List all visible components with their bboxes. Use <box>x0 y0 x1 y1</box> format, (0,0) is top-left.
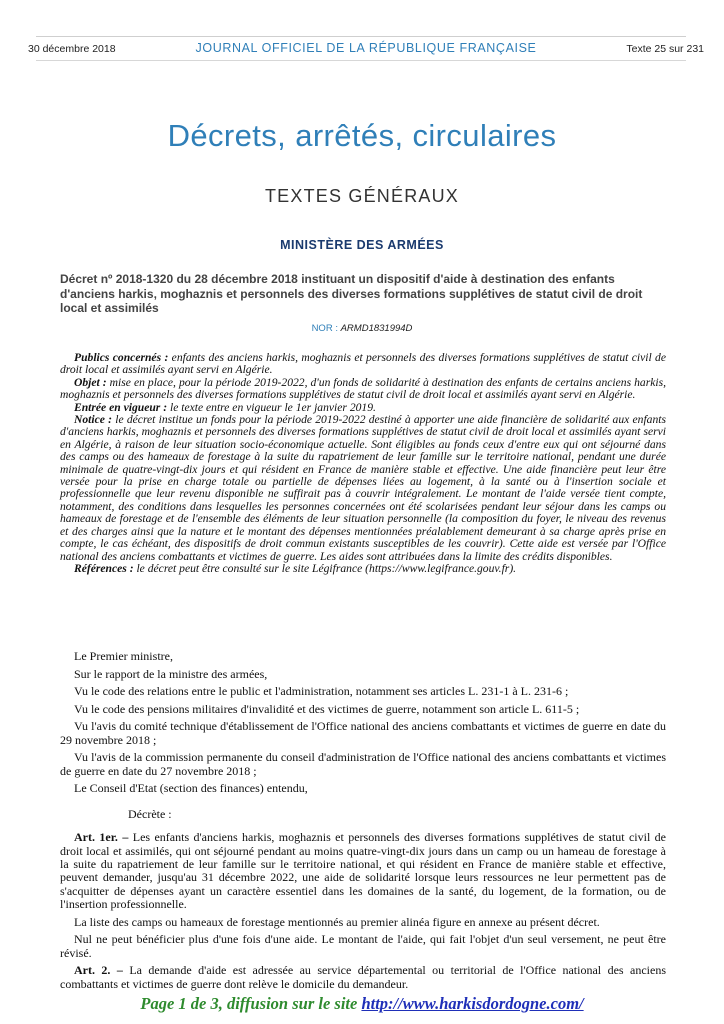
article-label: Art. 1er. – <box>74 830 129 845</box>
article-2 <box>60 964 666 991</box>
nor-value: ARMD1831994D <box>340 323 413 334</box>
article-1 <box>60 831 666 911</box>
article-label: Art. 2. – <box>74 963 123 978</box>
summary-references <box>60 563 666 575</box>
journal-name: JOURNAL OFFICIEL DE LA RÉPUBLIQUE FRANÇAISE <box>195 41 537 55</box>
subsection-title: TEXTES GÉNÉRAUX <box>264 186 460 206</box>
decrete-formula: Décrète : <box>128 806 172 821</box>
article-text: La demande d'aide est adressée au service départemental ou territorial de l'Office national des anciens combattants et victimes de guerre dont relève le domicile du demandeur. <box>60 963 666 991</box>
footer-link[interactable]: http://www.harkisdordogne.com/ <box>361 994 584 1013</box>
summary-text: le décret peut être consulté sur le site Légifrance (https://www.legifrance.gouv.fr). <box>133 561 517 575</box>
footer-notice <box>0 994 724 1014</box>
text-number: Texte 25 sur 231 <box>626 43 704 55</box>
summary-notice <box>60 414 666 563</box>
ministry-name: MINISTÈRE DES ARMÉES <box>280 238 444 252</box>
summary-text: mise en place, pour la période 2019-2022, d'un fonds de solidarité à destination des enfants de certains anciens harkis, moghaznis et personnels des diverses formations supplétives de statut civil de droit local et assimilés ayant servi en Algérie. <box>60 375 666 402</box>
body-paragraph: Le Premier ministre, <box>74 649 173 663</box>
summary-label: Notice : <box>74 413 113 427</box>
publication-date: 30 décembre 2018 <box>28 43 116 55</box>
body-paragraph: Vu le code des pensions militaires d'invalidité et des victimes de guerre, notamment son article L. 611-5 ; <box>74 701 580 716</box>
section-title: Décrets, arrêtés, circulaires <box>167 118 557 153</box>
journal-header <box>28 40 704 60</box>
summary-label: Objet : <box>74 375 107 389</box>
summary-publics <box>60 352 666 377</box>
body-paragraph: Le Conseil d'Etat (section des finances) entendu, <box>74 781 308 796</box>
body-paragraph: Vu l'avis de la commission permanente du conseil d'administration de l'Office national des anciens combattants et victimes de guerre en date du 27 novembre 2018 ; <box>60 750 666 778</box>
decree-summary <box>60 352 666 575</box>
footer-text: Page 1 de 3, diffusion sur le site <box>140 994 362 1013</box>
nor-label: NOR : <box>311 323 338 334</box>
article-1-paragraph: Nul ne peut bénéficier plus d'une fois d'une aide. Le montant de l'aide, qui fait l'objet d'un seul versement, ne peut être révisé. <box>60 932 666 960</box>
summary-label: Publics concernés : <box>74 351 169 364</box>
summary-label: Entrée en vigueur : <box>74 400 168 414</box>
summary-text: enfants des anciens harkis, moghaznis et personnels des diverses formations supplétives de statut civil de droit local et assimilés ayant servi en Algérie. <box>60 351 666 377</box>
body-paragraph: Vu l'avis du comité technique d'établissement de l'Office national des anciens combattants et victimes de guerre en date du 29 novembre 2018 ; <box>60 719 666 747</box>
summary-text: le décret institue un fonds pour la période 2019-2022 destiné à apporter une aide financière de solidarité aux enfants d'anciens harkis, moghaznis et personnels des diverses formations supplétives de statut civil de droit local et assimilés ayant servi en Algérie, à raison de leur situation socio-économique actuelle. Sont éligibles au fonds ceux d'entre eux qui ont séjourné dans des camps ou des hameaux de forestage à la suite du rapatriement de leur famille sur le territoire national, pendant une durée minimale de quatre-vingt-dix jours et qui résident en France de manière stable et effective. Une aide financière peut leur être versée pour la prise en charge totale ou partielle de dépenses liées au logement, à la santé ou à l'insertion sociale et professionnelle que leur revenu disponible ne suffirait pas à couvrir intégralement. Le montant de l'aide versée tient compte, notamment, des conditions dans lesquelles les personnes concernées ont été scolarisées pendant leur séjour dans les camps ou hameaux de forestage et de l'ensemble des éléments de leur situation personnelle (la composition du foyer, le niveau des revenus et des charges ainsi que la nature et le montant des dépenses mentionnées préalablement demeurant à sa charge après prise en compte, le cas échéant, des dispositifs de droit commun existants susceptibles de les couvrir). Cette aide est versée par l'Office national des anciens combattants et victimes de guerre. Les aides sont attribuées dans la limite des crédits disponibles. <box>60 413 666 563</box>
summary-label: Références : <box>74 561 134 575</box>
article-text: Les enfants d'anciens harkis, moghaznis et personnels des diverses formations supplétives de statut civil de droit local et assimilés, qui ont séjourné pendant au moins quatre-vingt-dix jours dans un camp ou un hameau de forestage à la suite du rapatriement de leur famille sur le territoire national, et qui résident en France de manière stable et effective, peuvent demander, jusqu'au 31 décembre 2022, une aide de solidarité lorsque leurs ressources ne leur permettent pas de s'acquitter de dépenses ayant un caractère essentiel dans les domaines de la santé, du logement, de la formation, ou de l'insertion professionnelle. <box>60 830 667 912</box>
decree-body <box>60 650 666 995</box>
summary-text: le texte entre en vigueur le 1er janvier 2019. <box>167 400 376 414</box>
body-paragraph: Vu le code des relations entre le public et l'administration, notamment ses articles L. 231-1 à L. 231-6 ; <box>74 684 569 699</box>
summary-objet <box>60 377 666 402</box>
body-paragraph: Sur le rapport de la ministre des armées, <box>74 666 268 681</box>
decree-title: Décret nº 2018-1320 du 28 décembre 2018 instituant un dispositif d'aide à destination des enfants d'anciens harkis, moghaznis et personnels des diverses formations supplétives de statut civil de droit local et assimilés <box>60 272 643 315</box>
header-rule <box>36 60 686 61</box>
article-1-paragraph: La liste des camps ou hameaux de forestage mentionnés au premier alinéa figure en annexe au présent décret. <box>74 914 600 929</box>
nor-reference <box>0 323 724 334</box>
